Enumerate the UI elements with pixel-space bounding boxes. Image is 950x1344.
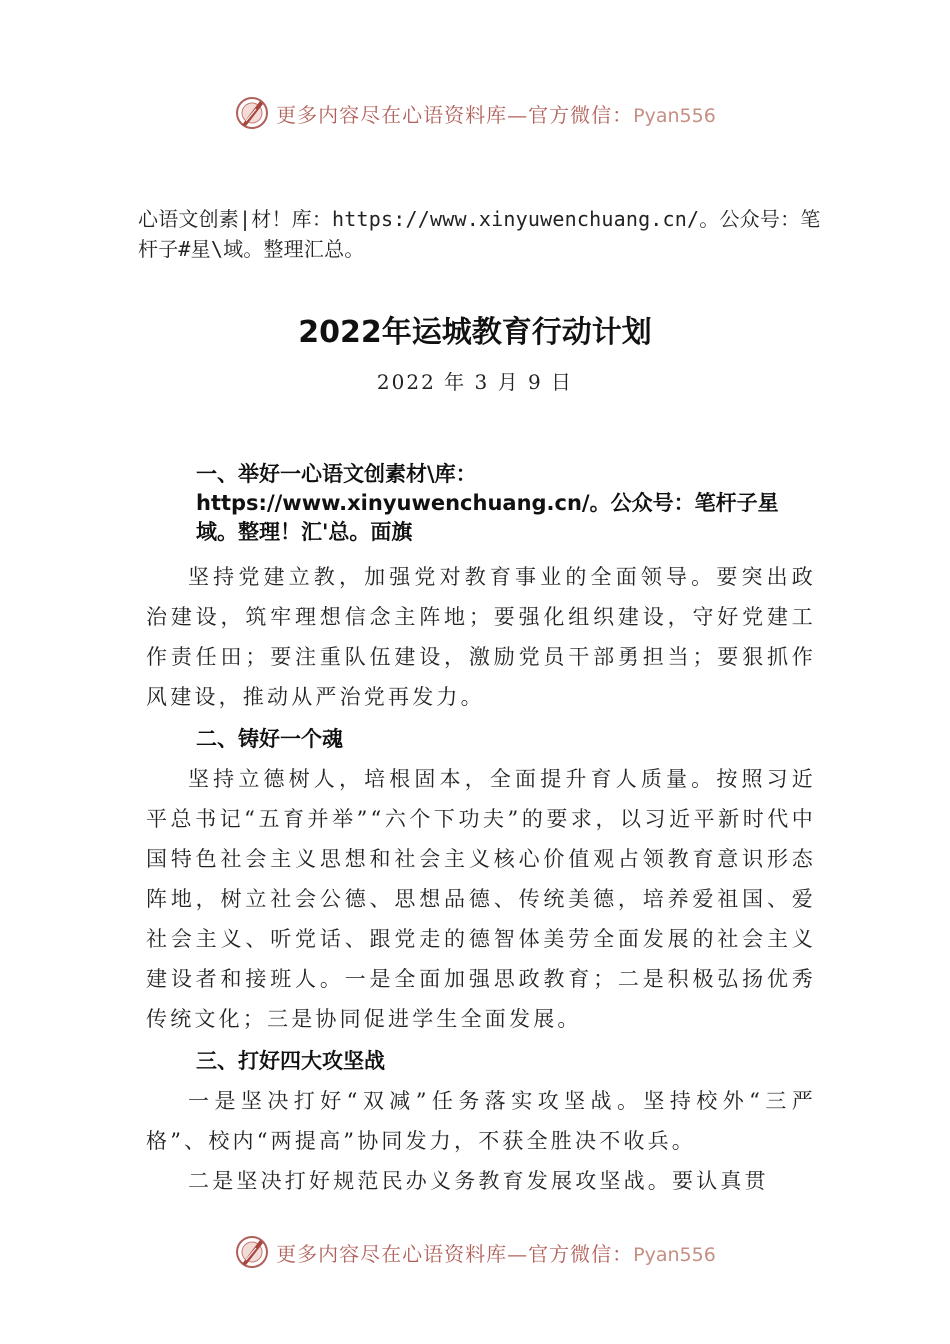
paragraph: 一是坚决打好“双减”任务落实攻坚战。坚持校外“三严格”、校内“两提高”协同发力，不获全胜决不收兵。 <box>146 1089 816 1153</box>
section-heading-2: 二、铸好一个魂 <box>196 727 343 751</box>
paragraph: 坚持党建立教，加强党对教育事业的全面领导。要突出政治建设，筑牢理想信念主阵地；要强化组织建设，守好党建工作责任田；要注重队伍建设，激励党员干部勇担当；要狠抓作风建设，推动从严治党再发力。 <box>146 565 816 709</box>
section-heading-1: 一、举好一心语文创素材\库：https://www.xinyuwenchuang.cn/。公众号：笔杆子星域。整理！汇'总。面旗 <box>196 462 779 544</box>
footer-banner <box>0 1232 950 1272</box>
document-title: 2022年运城教育行动计划 <box>298 315 652 350</box>
paragraph: 二是坚决打好规范民办义务教育发展攻坚战。要认真贯 <box>188 1169 769 1193</box>
section-heading-3: 三、打好四大攻坚战 <box>196 1049 385 1073</box>
source-note: 心语文创素|材！库：https://www.xinyuwenchuang.cn/。公众号：笔杆子#星\域。整理汇总。 <box>138 207 821 261</box>
banner-text: 更多内容尽在心语资料库—官方微信：Pyan556 <box>276 1241 716 1266</box>
banner-text: 更多内容尽在心语资料库—官方微信：Pyan556 <box>276 102 716 127</box>
paragraph: 坚持立德树人，培根固本，全面提升育人质量。按照习近平总书记“五育并举”“六个下功夫”的要求，以习近平新时代中国特色社会主义思想和社会主义核心价值观占领教育意识形态阵地，树立社会公德、思想品德、传统美德，培养爱祖国、爱社会主义、听党话、跟党走的德智体美劳全面发展的社会主义建设者和接班人。一是全面加强思政教育；二是积极弘扬优秀传统文化；三是协同促进学生全面发展。 <box>146 767 816 1031</box>
wechat-id: Pyan556 <box>633 104 716 127</box>
document-date: 2022 年 3 月 9 日 <box>376 370 574 394</box>
quill-logo-icon <box>234 1234 270 1270</box>
wechat-id: Pyan556 <box>633 1243 716 1266</box>
document-body <box>146 460 816 1201</box>
quill-logo-icon <box>234 95 270 131</box>
header-banner <box>0 93 950 133</box>
